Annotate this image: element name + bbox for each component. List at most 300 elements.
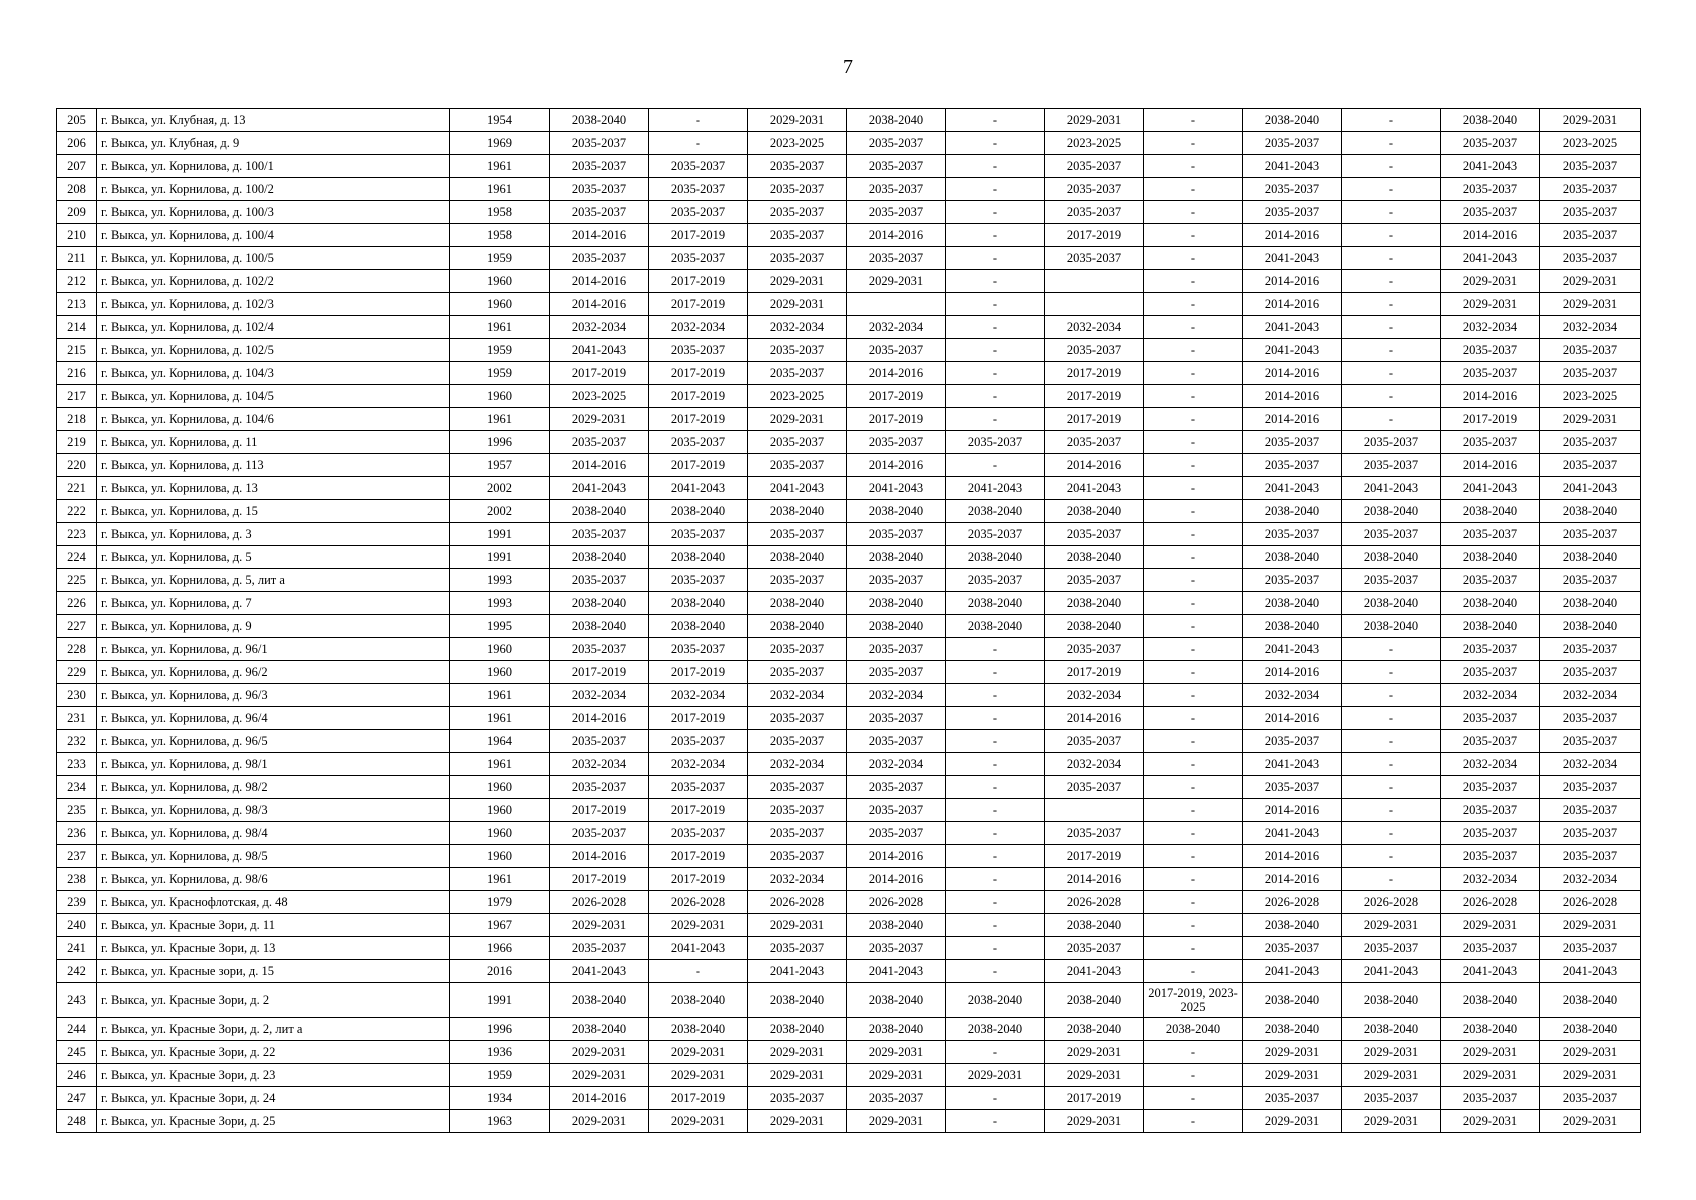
period-cell: 2041-2043 (1243, 155, 1342, 178)
period-cell: 2035-2037 (748, 362, 847, 385)
period-cell: - (946, 408, 1045, 431)
period-cell: 2038-2040 (847, 983, 946, 1018)
period-cell: 2029-2031 (1342, 1110, 1441, 1133)
period-cell: 2029-2031 (1540, 1110, 1641, 1133)
period-cell: 2029-2031 (1540, 270, 1641, 293)
period-cell: 2035-2037 (946, 523, 1045, 546)
period-cell: 2041-2043 (649, 477, 748, 500)
table-row (57, 730, 1641, 753)
period-cell: - (1144, 293, 1243, 316)
period-cell: 2035-2037 (1441, 638, 1540, 661)
period-cell: 2038-2040 (1540, 546, 1641, 569)
address-cell: г. Выкса, ул. Корнилова, д. 13 (97, 477, 450, 500)
row-number-cell: 246 (57, 1064, 97, 1087)
period-cell: - (946, 224, 1045, 247)
period-cell: 2029-2031 (1243, 1041, 1342, 1064)
period-cell (1045, 293, 1144, 316)
period-cell: 2035-2037 (1243, 523, 1342, 546)
period-cell: 2038-2040 (946, 983, 1045, 1018)
period-cell: 2041-2043 (1441, 477, 1540, 500)
row-number-cell: 209 (57, 201, 97, 224)
period-cell: 2032-2034 (748, 868, 847, 891)
address-cell: г. Выкса, ул. Корнилова, д. 96/3 (97, 684, 450, 707)
period-cell: 2038-2040 (1441, 592, 1540, 615)
year-built-cell: 2016 (450, 960, 550, 983)
address-cell: г. Выкса, ул. Клубная, д. 9 (97, 132, 450, 155)
period-cell: - (946, 1041, 1045, 1064)
year-built-cell: 1958 (450, 201, 550, 224)
period-cell: 2035-2037 (1540, 845, 1641, 868)
period-cell: 2017-2019 (550, 799, 649, 822)
period-cell: - (1342, 730, 1441, 753)
period-cell: 2038-2040 (649, 500, 748, 523)
period-cell: - (1342, 753, 1441, 776)
period-cell: 2035-2037 (847, 247, 946, 270)
period-cell: 2029-2031 (1342, 914, 1441, 937)
period-cell: 2029-2031 (748, 109, 847, 132)
period-cell: 2029-2031 (748, 270, 847, 293)
period-cell: - (1144, 109, 1243, 132)
address-cell: г. Выкса, ул. Красные Зори, д. 24 (97, 1087, 450, 1110)
address-cell: г. Выкса, ул. Корнилова, д. 104/6 (97, 408, 450, 431)
period-cell: 2032-2034 (1540, 868, 1641, 891)
period-cell: 2041-2043 (1243, 339, 1342, 362)
period-cell: 2017-2019 (649, 224, 748, 247)
period-cell: 2038-2040 (748, 592, 847, 615)
period-cell: 2029-2031 (1540, 1041, 1641, 1064)
period-cell: 2035-2037 (1342, 569, 1441, 592)
period-cell: - (1144, 868, 1243, 891)
period-cell: - (1342, 822, 1441, 845)
period-cell: 2026-2028 (748, 891, 847, 914)
table-row (57, 500, 1641, 523)
period-cell: 2041-2043 (1045, 960, 1144, 983)
period-cell: 2038-2040 (1540, 500, 1641, 523)
row-number-cell: 205 (57, 109, 97, 132)
period-cell: 2035-2037 (1243, 132, 1342, 155)
period-cell: - (649, 109, 748, 132)
period-cell: - (1342, 408, 1441, 431)
period-cell: 2032-2034 (1441, 753, 1540, 776)
period-cell: 2035-2037 (1441, 822, 1540, 845)
table-row (57, 155, 1641, 178)
period-cell: 2035-2037 (550, 937, 649, 960)
period-cell: - (946, 868, 1045, 891)
period-cell: 2035-2037 (847, 730, 946, 753)
period-cell: 2029-2031 (1540, 914, 1641, 937)
row-number-cell: 217 (57, 385, 97, 408)
address-cell: г. Выкса, ул. Корнилова, д. 96/4 (97, 707, 450, 730)
period-cell: 2035-2037 (1342, 1087, 1441, 1110)
period-cell: 2038-2040 (649, 983, 748, 1018)
period-cell: - (946, 339, 1045, 362)
row-number-cell: 242 (57, 960, 97, 983)
period-cell: - (1144, 523, 1243, 546)
address-cell: г. Выкса, ул. Корнилова, д. 15 (97, 500, 450, 523)
period-cell: 2035-2037 (1441, 132, 1540, 155)
period-cell: 2014-2016 (1045, 868, 1144, 891)
period-cell: 2038-2040 (1441, 983, 1540, 1018)
period-cell: 2038-2040 (748, 500, 847, 523)
period-cell: 2014-2016 (1243, 707, 1342, 730)
row-number-cell: 211 (57, 247, 97, 270)
period-cell: 2035-2037 (1441, 178, 1540, 201)
period-cell: 2032-2034 (550, 316, 649, 339)
period-cell: 2023-2025 (1045, 132, 1144, 155)
period-cell: 2029-2031 (1441, 270, 1540, 293)
period-cell: 2029-2031 (748, 914, 847, 937)
period-cell: 2038-2040 (550, 500, 649, 523)
year-built-cell: 1934 (450, 1087, 550, 1110)
row-number-cell: 228 (57, 638, 97, 661)
row-number-cell: 238 (57, 868, 97, 891)
period-cell (1045, 270, 1144, 293)
period-cell: 2035-2037 (1045, 201, 1144, 224)
table-row (57, 799, 1641, 822)
year-built-cell: 1961 (450, 868, 550, 891)
row-number-cell: 215 (57, 339, 97, 362)
period-cell: - (1144, 960, 1243, 983)
period-cell: - (1144, 730, 1243, 753)
table-row (57, 477, 1641, 500)
period-cell: 2032-2034 (1045, 684, 1144, 707)
period-cell: - (1144, 569, 1243, 592)
period-cell: 2041-2043 (1045, 477, 1144, 500)
period-cell: 2035-2037 (1243, 937, 1342, 960)
period-cell: 2032-2034 (748, 684, 847, 707)
period-cell: 2035-2037 (748, 247, 847, 270)
year-built-cell: 1966 (450, 937, 550, 960)
period-cell: 2023-2025 (550, 385, 649, 408)
year-built-cell: 1991 (450, 983, 550, 1018)
period-cell: 2035-2037 (1540, 201, 1641, 224)
period-cell: 2032-2034 (847, 753, 946, 776)
address-cell: г. Выкса, ул. Корнилова, д. 96/2 (97, 661, 450, 684)
period-cell: - (649, 960, 748, 983)
period-cell: 2035-2037 (1243, 178, 1342, 201)
row-number-cell: 231 (57, 707, 97, 730)
period-cell: - (1144, 454, 1243, 477)
period-cell: 2014-2016 (550, 845, 649, 868)
row-number-cell: 237 (57, 845, 97, 868)
period-cell: - (946, 638, 1045, 661)
table-row (57, 454, 1641, 477)
period-cell: - (1144, 224, 1243, 247)
period-cell: - (1342, 201, 1441, 224)
period-cell: 2026-2028 (1342, 891, 1441, 914)
period-cell: 2038-2040 (1441, 546, 1540, 569)
period-cell: 2035-2037 (1045, 178, 1144, 201)
period-cell: 2035-2037 (550, 730, 649, 753)
period-cell: - (946, 707, 1045, 730)
period-cell: - (1144, 155, 1243, 178)
period-cell: 2035-2037 (748, 339, 847, 362)
period-cell: 2026-2028 (1243, 891, 1342, 914)
period-cell: 2041-2043 (550, 477, 649, 500)
period-cell: 2038-2040 (946, 615, 1045, 638)
period-cell: 2032-2034 (1441, 316, 1540, 339)
period-cell: 2041-2043 (1243, 638, 1342, 661)
period-cell: 2035-2037 (847, 523, 946, 546)
year-built-cell: 2002 (450, 500, 550, 523)
table-row (57, 224, 1641, 247)
address-cell: г. Выкса, ул. Корнилова, д. 98/6 (97, 868, 450, 891)
period-cell: 2038-2040 (1045, 546, 1144, 569)
period-cell: 2035-2037 (1540, 454, 1641, 477)
period-cell: 2038-2040 (847, 546, 946, 569)
period-cell: 2017-2019 (649, 845, 748, 868)
period-cell: 2041-2043 (550, 339, 649, 362)
period-cell: 2038-2040 (1045, 500, 1144, 523)
year-built-cell: 1996 (450, 431, 550, 454)
row-number-cell: 229 (57, 661, 97, 684)
period-cell: 2014-2016 (847, 362, 946, 385)
period-cell: - (1144, 891, 1243, 914)
period-cell: 2038-2040 (1441, 109, 1540, 132)
address-cell: г. Выкса, ул. Корнилова, д. 98/2 (97, 776, 450, 799)
period-cell: 2017-2019 (649, 270, 748, 293)
table-row (57, 937, 1641, 960)
period-cell: 2038-2040 (748, 615, 847, 638)
period-cell: 2038-2040 (550, 592, 649, 615)
table-row (57, 1064, 1641, 1087)
period-cell: 2014-2016 (1441, 385, 1540, 408)
year-built-cell: 1959 (450, 362, 550, 385)
period-cell: 2041-2043 (748, 960, 847, 983)
period-cell: 2035-2037 (1540, 339, 1641, 362)
period-cell: 2035-2037 (1441, 339, 1540, 362)
period-cell: 2029-2031 (1441, 1110, 1540, 1133)
period-cell: - (946, 293, 1045, 316)
year-built-cell: 1960 (450, 385, 550, 408)
period-cell: 2038-2040 (847, 1018, 946, 1041)
period-cell: 2032-2034 (649, 684, 748, 707)
table-row (57, 408, 1641, 431)
period-cell: - (946, 822, 1045, 845)
period-cell: 2035-2037 (1441, 362, 1540, 385)
period-cell: - (946, 730, 1045, 753)
period-cell: 2038-2040 (1243, 592, 1342, 615)
period-cell: 2035-2037 (1243, 730, 1342, 753)
period-cell: 2038-2040 (1243, 615, 1342, 638)
period-cell: 2035-2037 (946, 569, 1045, 592)
period-cell: 2035-2037 (748, 201, 847, 224)
period-cell: 2038-2040 (550, 983, 649, 1018)
period-cell: 2035-2037 (1342, 431, 1441, 454)
period-cell: 2017-2019 (649, 408, 748, 431)
period-cell: 2035-2037 (550, 155, 649, 178)
period-cell: 2035-2037 (1540, 523, 1641, 546)
period-cell: 2035-2037 (550, 132, 649, 155)
period-cell: 2035-2037 (1441, 707, 1540, 730)
period-cell: 2029-2031 (1342, 1041, 1441, 1064)
period-cell: 2038-2040 (748, 1018, 847, 1041)
period-cell: - (946, 385, 1045, 408)
period-cell: 2032-2034 (1045, 316, 1144, 339)
row-number-cell: 223 (57, 523, 97, 546)
year-built-cell: 1960 (450, 270, 550, 293)
period-cell: 2035-2037 (1045, 431, 1144, 454)
period-cell: 2038-2040 (1243, 983, 1342, 1018)
period-cell: - (946, 270, 1045, 293)
period-cell: - (1144, 201, 1243, 224)
period-cell: 2026-2028 (847, 891, 946, 914)
period-cell: 2035-2037 (649, 523, 748, 546)
address-cell: г. Выкса, ул. Корнилова, д. 102/3 (97, 293, 450, 316)
period-cell: 2029-2031 (1243, 1064, 1342, 1087)
period-cell: 2035-2037 (649, 569, 748, 592)
period-cell: 2035-2037 (1441, 845, 1540, 868)
period-cell: - (1144, 500, 1243, 523)
period-cell: 2041-2043 (1441, 960, 1540, 983)
period-cell: 2035-2037 (748, 431, 847, 454)
row-number-cell: 220 (57, 454, 97, 477)
period-cell: 2029-2031 (847, 1110, 946, 1133)
period-cell: 2029-2031 (649, 1041, 748, 1064)
table-row (57, 178, 1641, 201)
period-cell: 2017-2019 (649, 362, 748, 385)
period-cell: 2029-2031 (1045, 1110, 1144, 1133)
period-cell: 2029-2031 (550, 1110, 649, 1133)
period-cell: 2017-2019 (1045, 408, 1144, 431)
row-number-cell: 243 (57, 983, 97, 1018)
period-cell: 2041-2043 (1441, 155, 1540, 178)
period-cell: - (946, 799, 1045, 822)
period-cell: 2023-2025 (748, 385, 847, 408)
address-cell: г. Выкса, ул. Корнилова, д. 7 (97, 592, 450, 615)
address-cell: г. Выкса, ул. Корнилова, д. 102/2 (97, 270, 450, 293)
year-built-cell: 1961 (450, 684, 550, 707)
period-cell: 2014-2016 (1243, 385, 1342, 408)
table-row (57, 270, 1641, 293)
period-cell: 2035-2037 (1243, 1087, 1342, 1110)
period-cell: 2032-2034 (1441, 684, 1540, 707)
period-cell: 2035-2037 (1243, 431, 1342, 454)
period-cell: 2038-2040 (1342, 592, 1441, 615)
period-cell: 2035-2037 (1441, 799, 1540, 822)
row-number-cell: 221 (57, 477, 97, 500)
period-cell: 2038-2040 (847, 615, 946, 638)
period-cell: 2041-2043 (1243, 477, 1342, 500)
period-cell: 2035-2037 (649, 638, 748, 661)
period-cell: 2035-2037 (649, 178, 748, 201)
period-cell: 2017-2019 (649, 293, 748, 316)
period-cell: 2035-2037 (1540, 362, 1641, 385)
address-cell: г. Выкса, ул. Корнилова, д. 104/5 (97, 385, 450, 408)
period-cell: - (946, 891, 1045, 914)
period-cell: - (1342, 247, 1441, 270)
period-cell: 2035-2037 (1342, 937, 1441, 960)
period-cell: 2035-2037 (1045, 155, 1144, 178)
row-number-cell: 248 (57, 1110, 97, 1133)
address-cell: г. Выкса, ул. Корнилова, д. 98/3 (97, 799, 450, 822)
period-cell: - (1144, 1064, 1243, 1087)
period-cell: 2014-2016 (847, 224, 946, 247)
period-cell: 2035-2037 (1243, 776, 1342, 799)
period-cell: 2035-2037 (748, 638, 847, 661)
period-cell: 2035-2037 (748, 155, 847, 178)
period-cell: 2035-2037 (1045, 776, 1144, 799)
period-cell: 2014-2016 (847, 845, 946, 868)
year-built-cell: 1993 (450, 592, 550, 615)
period-cell: 2035-2037 (1441, 201, 1540, 224)
period-cell: - (1342, 661, 1441, 684)
period-cell: - (1342, 638, 1441, 661)
period-cell: 2038-2040 (1342, 983, 1441, 1018)
period-cell: 2035-2037 (1441, 569, 1540, 592)
table-row (57, 891, 1641, 914)
period-cell: 2014-2016 (550, 1087, 649, 1110)
period-cell: 2035-2037 (550, 247, 649, 270)
period-cell: 2017-2019 (1045, 362, 1144, 385)
period-cell: 2035-2037 (847, 201, 946, 224)
period-cell: 2038-2040 (1342, 500, 1441, 523)
period-cell: - (946, 155, 1045, 178)
period-cell: 2038-2040 (1540, 615, 1641, 638)
year-built-cell: 1993 (450, 569, 550, 592)
period-cell: - (946, 362, 1045, 385)
period-cell: 2041-2043 (1243, 960, 1342, 983)
period-cell: 2032-2034 (550, 753, 649, 776)
year-built-cell: 1960 (450, 845, 550, 868)
period-cell: - (946, 661, 1045, 684)
period-cell: 2029-2031 (1441, 1041, 1540, 1064)
period-cell: 2038-2040 (847, 109, 946, 132)
period-cell: 2029-2031 (1540, 1064, 1641, 1087)
table-row (57, 914, 1641, 937)
page-number: 7 (843, 56, 853, 78)
period-cell: 2038-2040 (1243, 500, 1342, 523)
row-number-cell: 222 (57, 500, 97, 523)
period-cell: - (1144, 1110, 1243, 1133)
address-cell: г. Выкса, ул. Корнилова, д. 100/2 (97, 178, 450, 201)
address-cell: г. Выкса, ул. Корнилова, д. 100/5 (97, 247, 450, 270)
period-cell: 2023-2025 (1540, 132, 1641, 155)
period-cell: - (1144, 822, 1243, 845)
address-cell: г. Выкса, ул. Красные Зори, д. 11 (97, 914, 450, 937)
row-number-cell: 212 (57, 270, 97, 293)
row-number-cell: 230 (57, 684, 97, 707)
period-cell: 2035-2037 (550, 178, 649, 201)
period-cell: 2035-2037 (1540, 661, 1641, 684)
table-row (57, 293, 1641, 316)
year-built-cell: 1959 (450, 247, 550, 270)
period-cell: 2035-2037 (847, 661, 946, 684)
period-cell: 2029-2031 (1243, 1110, 1342, 1133)
period-cell: 2038-2040 (649, 615, 748, 638)
period-cell: 2038-2040 (1045, 983, 1144, 1018)
period-cell: 2035-2037 (1441, 730, 1540, 753)
period-cell: 2017-2019 (1045, 385, 1144, 408)
period-cell: 2038-2040 (1342, 615, 1441, 638)
period-cell: - (946, 109, 1045, 132)
table-row (57, 523, 1641, 546)
address-cell: г. Выкса, ул. Корнилова, д. 98/4 (97, 822, 450, 845)
period-cell: - (1342, 178, 1441, 201)
period-cell: 2029-2031 (748, 1064, 847, 1087)
period-cell: 2035-2037 (748, 523, 847, 546)
period-cell: 2014-2016 (550, 224, 649, 247)
year-built-cell: 1960 (450, 776, 550, 799)
period-cell: 2029-2031 (1045, 1064, 1144, 1087)
period-cell: 2029-2031 (550, 1041, 649, 1064)
period-cell: 2014-2016 (1243, 293, 1342, 316)
period-cell: - (946, 132, 1045, 155)
period-cell: - (1144, 753, 1243, 776)
address-cell: г. Выкса, ул. Красные Зори, д. 13 (97, 937, 450, 960)
period-cell: 2014-2016 (1243, 868, 1342, 891)
address-cell: г. Выкса, ул. Корнилова, д. 98/1 (97, 753, 450, 776)
